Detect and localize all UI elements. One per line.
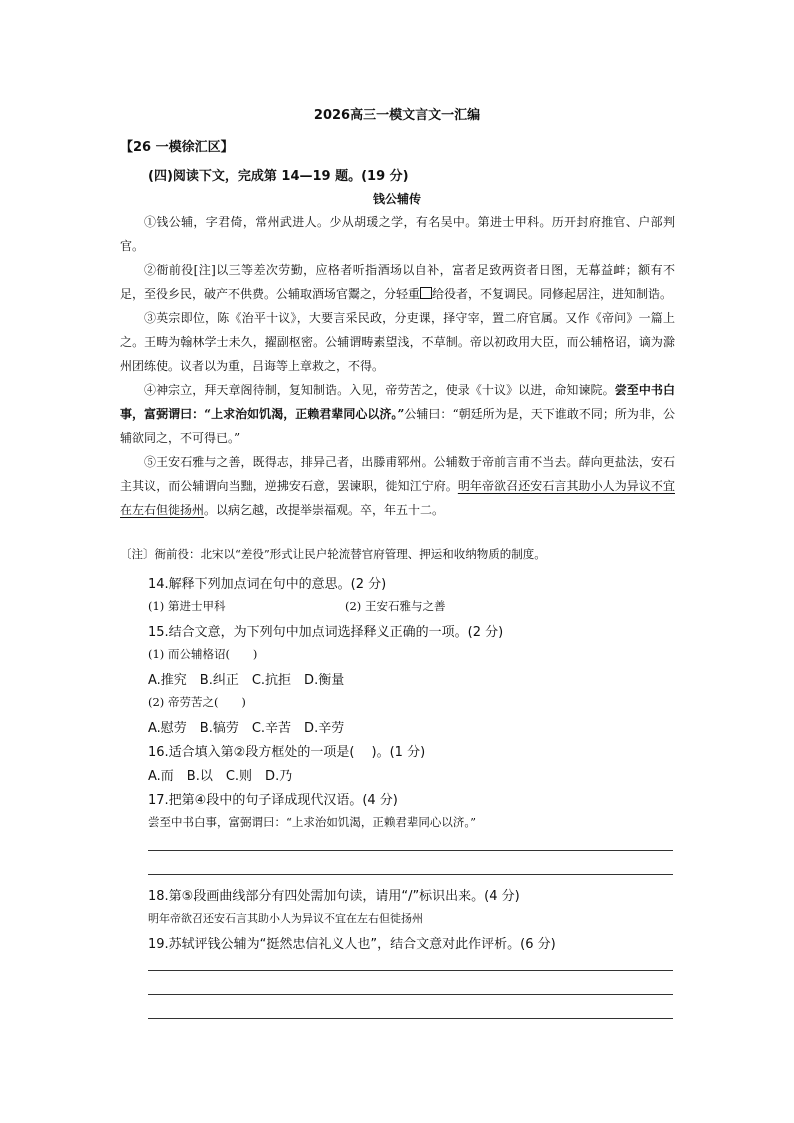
passage-title: 钱公辅传: [372, 192, 421, 206]
question-17-sentence: 尝至中书白事，富弼谓曰：“上求治如饥渴，正赖君辈同心以济。”: [148, 815, 477, 829]
question-16-options: A.而 B.以 C.则 D.乃: [148, 769, 293, 784]
answer-line[interactable]: [148, 970, 673, 971]
footnote: 〔注〕衙前役：北宋以“差役”形式让民户轮流替官府管理、押运和收纳物质的制度。: [120, 547, 546, 561]
question-18-sentence: 明年帝欲召还安石言其助小人为异议不宜在左右但徙扬州: [148, 912, 423, 925]
paragraph-4-part-a: ④神宗立，拜天章阁待制，复知制诰。入见，帝劳苦之，使录《十议》以进，命知谏院。: [144, 383, 615, 397]
question-15-item-2-options: A.慰劳 B.犒劳 C.辛苦 D.辛劳: [148, 721, 345, 736]
paragraph-3: ③英宗即位，陈《治平十议》，大要言采民政，分吏课，择守宰，置二府官属。又作《帝问》一篇上之。王畴为翰林学士未久，擢副枢密。公辅谓畴素望浅，不草制。帝以初政用大臣，而公辅格诏，谪为滁州团练使。议者以为重，吕诲等上章救之，不得。: [120, 311, 675, 373]
answer-line[interactable]: [148, 1018, 673, 1019]
paragraph-5: [120, 450, 675, 522]
answer-line[interactable]: [148, 874, 673, 875]
paragraph-4: [120, 378, 675, 450]
section-heading: (四)阅读下文，完成第 14—19 题。(19 分): [148, 169, 409, 184]
question-14-item-1: (1) 第进士甲科: [148, 599, 226, 613]
region-heading: 【26 一模徐汇区】: [120, 140, 234, 155]
question-15-item-1-options: A.推究 B.纠正 C.抗拒 D.衡量: [148, 673, 345, 688]
question-16: 16.适合填入第②段方框处的一项是( )。(1 分): [148, 745, 426, 760]
passage-body: [120, 210, 675, 522]
document-title: 2026高三一模文言文一汇编: [313, 108, 481, 123]
paragraph-4-translate-sentence: 尝至中书白事，富弼谓曰：“上求治如饥渴，正赖君辈同心以济。”: [120, 383, 675, 421]
question-15-item-1: (1) 而公辅格诏( ): [148, 647, 258, 661]
paragraph-4-part-c: 公辅曰：“朝廷所为是，天下谁敢不同；所为非，公辅欲同之，不可得已。”: [120, 407, 675, 445]
paragraph-1: ①钱公辅，字君倚，常州武进人。少从胡瑗之学，有名吴中。第进士甲科。历开封府推官、户部判官。: [120, 215, 675, 253]
paragraph-2: [120, 258, 675, 306]
blank-box: [420, 287, 432, 299]
question-15-item-2: (2) 帝劳苦之( ): [148, 695, 246, 709]
paragraph-5-part-a: ⑤王安石雅与之善，既得志，排异己者，出滕甫郓州。公辅数于帝前言甫不当去。薛向更盐法，安石主其议，而公辅谓向当黜，逆拂安石意，罢谏职，徙知江宁府。: [120, 455, 675, 493]
paragraph-2-part-b: 给役者，不复调民。同修起居注，进知制诰。: [432, 287, 673, 301]
question-18: 18.第⑤段画曲线部分有四处需加句读，请用“/”标识出来。(4 分): [148, 889, 520, 904]
question-17: 17.把第④段中的句子译成现代汉语。(4 分): [148, 793, 398, 808]
answer-line[interactable]: [148, 994, 673, 995]
question-19: 19.苏轼评钱公辅为“挺然忠信礼义人也”，结合文意对此作评析。(6 分): [148, 937, 556, 952]
paragraph-5-underlined-sentence: 明年帝欲召还安石言其助小人为异议不宜在左右但徙扬州: [120, 479, 675, 517]
paragraph-5-part-c: 。以病乞越，改提举崇福观。卒，年五十二。: [204, 503, 445, 517]
question-14: 14.解释下列加点词在句中的意思。(2 分): [148, 577, 387, 592]
question-14-item-2: (2) 王安石雅与之善: [345, 599, 446, 613]
question-15: 15.结合文意，为下列句中加点词选择释义正确的一项。(2 分): [148, 625, 504, 640]
paragraph-2-part-a: ②衙前役[注]以三等差次劳勤，应格者听指酒场以自补，富者足致两资者日图，无幕益衅；额有不足，至役乡民，破产不供费。公辅取酒场官鬻之，分轻重: [120, 263, 675, 301]
answer-line[interactable]: [148, 850, 673, 851]
